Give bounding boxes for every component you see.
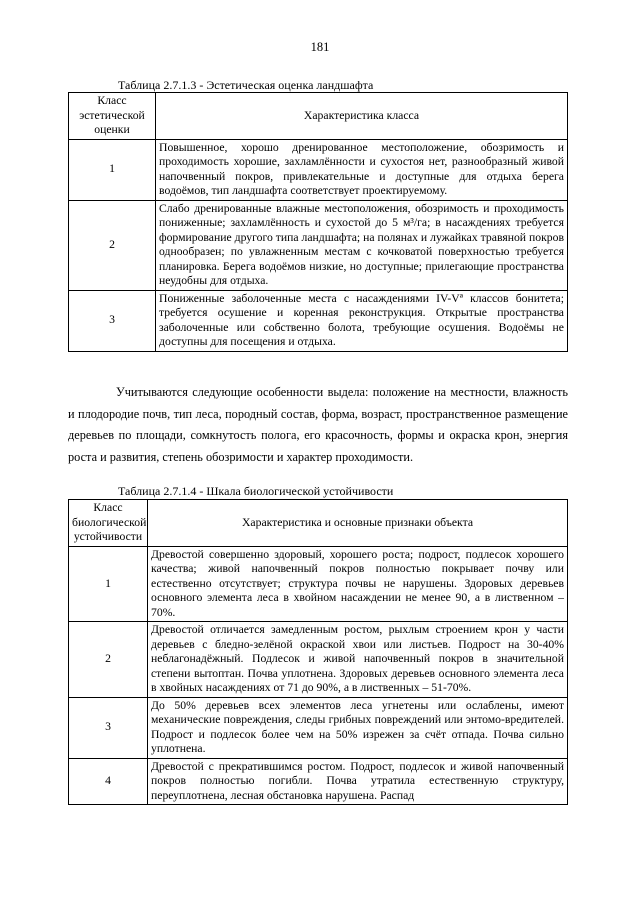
class-cell: 2 [69,622,148,698]
description-cell: Древостой с прекратившимся ростом. Подрост, подлесок и живой напочвенный покров полностью погибли. Почва утратила естественную структуру, переуплотнена, лесная обстановка нарушена. Распад [148,758,568,805]
table-row [69,546,568,622]
class-cell: 3 [69,697,148,758]
table-row [69,200,568,290]
class-cell: 4 [69,758,148,805]
table-row [69,622,568,698]
page-number: 181 [310,40,330,54]
biological-stability-table [68,499,568,805]
body-paragraph: Учитываются следующие особенности выдела: положение на местности, влажность и плодородие почв, тип леса, породный состав, форма, возраст, пространственное размещение деревьев по площади, сомкнутость полога, его красочность, формы и окраска крон, энергия роста и развития, степень обозримости и характер проходимости. [68,385,568,464]
table-header-row [69,93,568,140]
table-caption-aesthetic: Таблица 2.7.1.3 - Эстетическая оценка ландшафта [118,78,374,92]
class-cell: 3 [69,290,156,351]
description-cell: Слабо дренированные влажные местоположения, обозримость и проходимость пониженные; захламлённость и сухостой до 5 м³/га; в насаждениях требуется формирование другого типа ландшафта; на полянах и лужайках травяной покров однообразен; по увлажненным местам с кочковатой поверхностью требуется планировка. Берега водоёмов низкие, но доступные; прилегающие пространства неудобны для отдыха. [156,200,568,290]
header-class: Класс биологической устойчивости [69,500,148,547]
class-cell: 2 [69,200,156,290]
table-caption-stability: Таблица 2.7.1.4 - Шкала биологической устойчивости [118,484,394,498]
aesthetic-assessment-table [68,92,568,352]
table-row [69,290,568,351]
header-characteristic: Характеристика класса [156,93,568,140]
table-header-row [69,500,568,547]
description-cell: Древостой отличается замедленным ростом, рыхлым строением крон у части деревьев с бледно-зелёной окраской хвои или листьев. Подрост на 30-40% неблагонадёжный. Подлесок и живой напочвенный покров в значительной степени вытоптан. Почва уплотнена. Здоровых деревьев основного элемента леса в хвойных насаждениях от 71 до 90%, а в лиственных – 51-70%. [148,622,568,698]
table-row [69,697,568,758]
table-row [69,758,568,805]
table-row [69,139,568,200]
description-cell: До 50% деревьев всех элементов леса угнетены или ослаблены, имеют механические повреждения, следы грибных повреждений или энтомо-вредителей. Подрост и подлесок более чем на 50% изрежен за счёт отпада. Почва сильно уплотнена. [148,697,568,758]
class-cell: 1 [69,139,156,200]
description-cell: Древостой совершенно здоровый, хорошего роста; подрост, подлесок хорошего качества; живой напочвенный покров полностью покрывает почву или естественно отсутствует; структура почвы не нарушены. Здоровых деревьев основного элемента леса в хвойном насаждении не менее 90, а в лиственном – 70%. [148,546,568,622]
header-class: Класс эстетической оценки [69,93,156,140]
description-cell: Повышенное, хорошо дренированное местоположение, обозримость и проходимость хорошие, захламлённости и сухостоя нет, разнообразный живой напочвенный покров, привлекательные и доступные для отдыха берега водоёмов, тип ландшафта соответствует проектируемому. [156,139,568,200]
description-cell: Пониженные заболоченные места с насаждениями IV-Vª классов бонитета; требуется осушение и коренная реконструкция. Открытые пространства заболоченные или собственно болота, требующие осушения. Водоёмы не доступны для посещения и отдыха. [156,290,568,351]
header-characteristic: Характеристика и основные признаки объекта [148,500,568,547]
class-cell: 1 [69,546,148,622]
